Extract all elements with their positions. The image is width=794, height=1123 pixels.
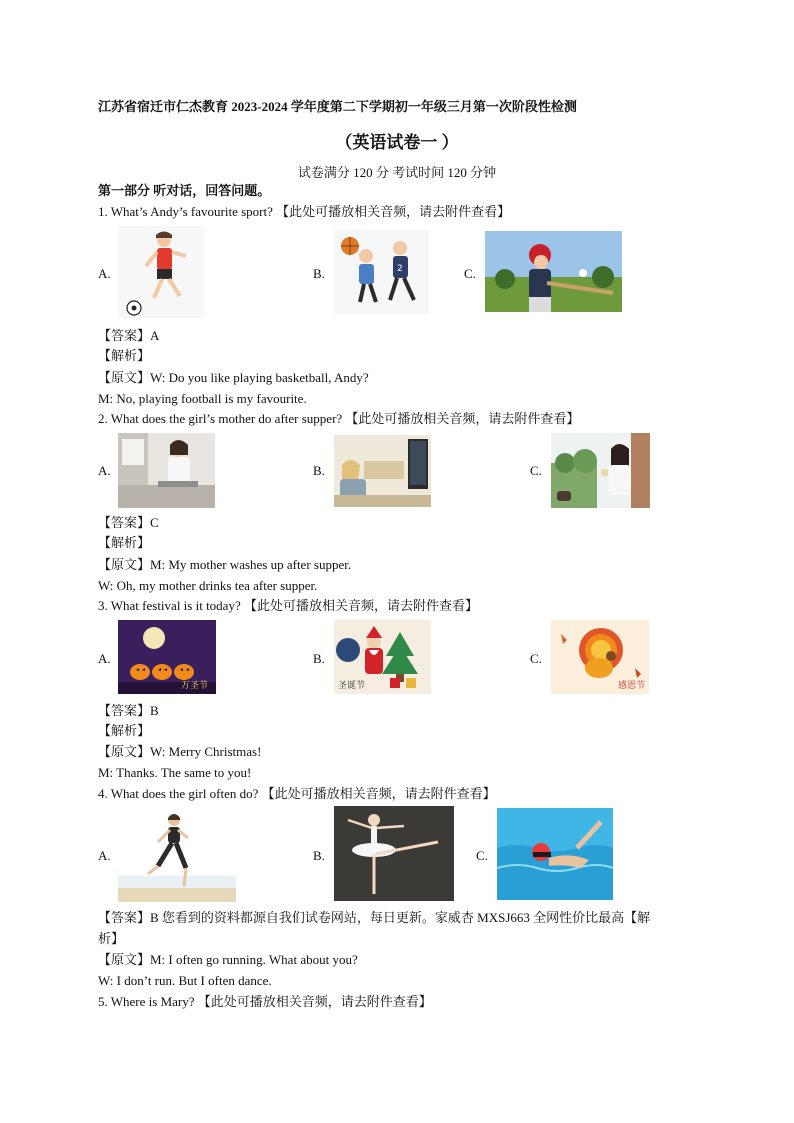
analysis-1: 【解析】 [98,348,151,363]
basketball-players-image [334,230,429,314]
answer-4-wrap: 析】 [98,931,125,946]
christmas-image [334,620,431,694]
question-5: 5. Where is Mary? 【此处可播放相关音频，请去附件查看】 [98,994,432,1009]
script-2a: 【原文】M: My mother washes up after supper. [98,557,352,572]
watching-tv-image [334,435,431,507]
script-3a: 【原文】W: Merry Christmas! [98,744,262,759]
ballet-dancer-image [334,806,454,901]
question-3: 3. What festival is it today? 【此处可播放相关音频，请去附件查看】 [98,598,478,613]
page-title: （英语试卷一 ） [335,133,459,152]
exam-header-line: 江苏省宿迁市仁杰教育 2023-2024 学年度第二下学期初一年级三月第一次阶段性检测 [98,99,577,114]
option-c-label: C. [476,848,488,863]
option-a-label: A. [98,463,111,478]
svg-text:2: 2 [397,264,403,274]
answer-2: 【答案】C [98,515,159,530]
answer-1: 【答案】A [98,328,160,343]
baseball-player-image [485,231,622,312]
option-a-label: A. [98,651,111,666]
option-c-label: C. [530,651,542,666]
swimming-image [497,808,613,900]
script-2b: W: Oh, my mother drinks tea after supper. [98,578,318,593]
option-b-label: B. [313,266,325,281]
option-a-label: A. [98,266,111,281]
script-1a: 【原文】W: Do you like playing basketball, Andy? [98,370,369,385]
exam-subtitle: 试卷满分 120 分 考试时间 120 分钟 [297,165,497,180]
option-a-label: A. [98,848,111,863]
thanksgiving-image [551,620,649,694]
option-c-label: C. [530,463,542,478]
answer-4: 【答案】B 您看到的资料都源自我们试卷网站，每日更新。家威杏 MXSJ663 全网性价比最高【解 [98,910,651,925]
washing-dishes-image [118,433,215,508]
image-caption: 感恩节 [617,681,645,691]
option-b-label: B. [313,463,325,478]
script-4a: 【原文】M: I often go running. What about you? [98,952,358,967]
script-4b: W: I don’t run. But I often dance. [98,973,272,988]
question-4: 4. What does the girl often do? 【此处可播放相关音频，请去附件查看】 [98,786,496,801]
halloween-image [118,620,216,694]
script-3b: M: Thanks. The same to you! [98,765,252,780]
image-caption: 圣诞节 [338,681,366,691]
section-heading: 第一部分 听对话，回答问题。 [98,183,271,198]
drinking-tea-image [551,433,650,508]
analysis-3: 【解析】 [98,723,151,738]
option-b-label: B. [313,651,325,666]
script-1b: M: No, playing football is my favourite. [98,391,307,406]
analysis-2: 【解析】 [98,535,151,550]
football-player-image [118,226,204,318]
answer-3: 【答案】B [98,703,159,718]
question-1: 1. What’s Andy’s favourite sport? 【此处可播放相关音频，请去附件查看】 [98,204,511,219]
option-b-label: B. [313,848,325,863]
running-image [118,808,236,902]
image-caption: 万圣节 [180,681,208,691]
question-2: 2. What does the girl’s mother do after supper? 【此处可播放相关音频，请去附件查看】 [98,411,580,426]
option-c-label: C. [464,266,476,281]
